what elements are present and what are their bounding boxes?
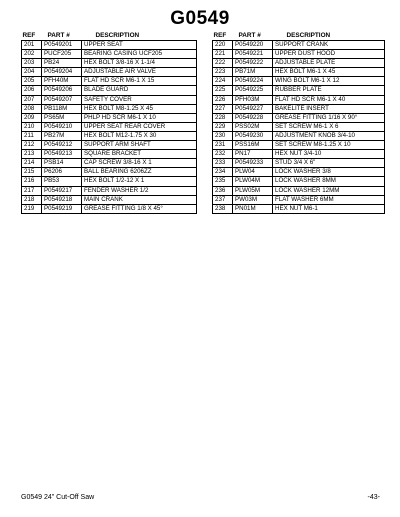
table-row	[213, 95, 385, 104]
ref-cell: 232	[213, 150, 233, 159]
part-number-cell: PB53	[42, 177, 82, 186]
part-number-cell: P0549222	[233, 59, 273, 68]
description-cell: HEX NUT M6-1	[273, 204, 385, 213]
description-cell: FENDER WASHER 1/2	[82, 186, 197, 195]
table-row	[213, 195, 385, 204]
ref-cell: 201	[22, 41, 42, 50]
table-row	[213, 50, 385, 59]
ref-cell: 225	[213, 86, 233, 95]
ref-cell: 233	[213, 159, 233, 168]
description-cell: LOCK WASHER 8MM	[273, 177, 385, 186]
table-row	[22, 159, 197, 168]
part-number-cell: P0549217	[42, 186, 82, 195]
part-column-header: PART #	[238, 32, 261, 39]
part-number-cell: PW03M	[233, 195, 273, 204]
table-row	[22, 50, 197, 59]
part-number-cell: P0549213	[42, 150, 82, 159]
part-number-cell: P0549221	[233, 50, 273, 59]
ref-cell: 213	[22, 150, 42, 159]
description-cell: LOCK WASHER 12MM	[273, 186, 385, 195]
part-number-cell: PLW04M	[233, 177, 273, 186]
ref-cell: 210	[22, 122, 42, 131]
footer-page-number: -43-	[367, 494, 380, 501]
description-cell: SAFETY COVER	[82, 95, 197, 104]
table-header-row	[22, 31, 197, 41]
ref-cell: 229	[213, 122, 233, 131]
table-row	[22, 186, 197, 195]
ref-cell: 231	[213, 141, 233, 150]
ref-cell: 230	[213, 131, 233, 140]
table-row	[22, 86, 197, 95]
footer-manual-title: G0549 24" Cut-Off Saw	[21, 494, 95, 501]
description-cell: BEARING CASING UCF205	[82, 50, 197, 59]
table-row	[213, 86, 385, 95]
part-number-cell: PUCF205	[42, 50, 82, 59]
table-row	[213, 68, 385, 77]
description-cell: SUPPORT ARM SHAFT	[82, 141, 197, 150]
table-row	[22, 131, 197, 140]
part-number-cell: P0549227	[233, 104, 273, 113]
part-number-cell: P0549210	[42, 122, 82, 131]
ref-cell: 211	[22, 131, 42, 140]
table-row	[22, 77, 197, 86]
table-row	[22, 150, 197, 159]
table-header-row	[213, 31, 385, 41]
table-row	[213, 159, 385, 168]
description-cell: ADJUSTMENT KNOB 3/4-10	[273, 131, 385, 140]
description-cell: HEX BOLT M12-1.75 X 30	[82, 131, 197, 140]
part-number-cell: PLW04	[233, 168, 273, 177]
table-row	[22, 104, 197, 113]
table-row	[213, 177, 385, 186]
description-cell: FLAT HD SCR M6-1 X 40	[273, 95, 385, 104]
description-cell: RUBBER PLATE	[273, 86, 385, 95]
description-cell: HEX BOLT M8-1.25 X 45	[82, 104, 197, 113]
description-cell: SET SCREW M6-1 X 6	[273, 122, 385, 131]
table-row	[213, 168, 385, 177]
part-number-cell: P0549230	[233, 131, 273, 140]
ref-cell: 234	[213, 168, 233, 177]
part-number-cell: P0549219	[42, 204, 82, 213]
ref-cell: 204	[22, 68, 42, 77]
ref-cell: 227	[213, 104, 233, 113]
ref-column-header: REF	[22, 32, 36, 39]
ref-cell: 228	[213, 113, 233, 122]
ref-cell: 212	[22, 141, 42, 150]
table-row	[213, 141, 385, 150]
part-number-cell: PB118M	[42, 104, 82, 113]
parts-table-right	[212, 31, 385, 214]
part-number-cell: P0549220	[233, 41, 273, 50]
description-cell: FLAT HD SCR M6-1 X 15	[82, 77, 197, 86]
part-number-cell: PB24	[42, 59, 82, 68]
table-row	[22, 41, 197, 50]
part-number-cell: PLW05M	[233, 186, 273, 195]
part-number-cell: P0549224	[233, 77, 273, 86]
table-row	[22, 95, 197, 104]
ref-cell: 222	[213, 59, 233, 68]
part-number-cell: P0549201	[42, 41, 82, 50]
part-number-cell: PFH03M	[233, 95, 273, 104]
table-row	[22, 113, 197, 122]
description-cell: UPPER SEAT REAR COVER	[82, 122, 197, 131]
description-cell: BALL BEARING 6206ZZ	[82, 168, 197, 177]
part-number-cell: P0549207	[42, 95, 82, 104]
part-number-cell: P0549206	[42, 86, 82, 95]
ref-cell: 202	[22, 50, 42, 59]
ref-cell: 209	[22, 113, 42, 122]
ref-cell: 207	[22, 95, 42, 104]
ref-cell: 221	[213, 50, 233, 59]
part-number-cell: P0549204	[42, 68, 82, 77]
description-cell: HEX BOLT 3/8-16 X 1-1/4	[82, 59, 197, 68]
part-number-cell: PSS02M	[233, 122, 273, 131]
table-row	[213, 186, 385, 195]
ref-cell: 224	[213, 77, 233, 86]
description-cell: HEX BOLT M6-1 X 45	[273, 68, 385, 77]
description-cell: STUD 3/4 X 6"	[273, 159, 385, 168]
description-cell: BAKELITE INSERT	[273, 104, 385, 113]
description-cell: UPPER SEAT	[82, 41, 197, 50]
table-row	[22, 204, 197, 213]
ref-cell: 216	[22, 177, 42, 186]
part-number-cell: PSS16M	[233, 141, 273, 150]
description-cell: WING BOLT M6-1 X 12	[273, 77, 385, 86]
description-cell: PHLP HD SCR M6-1 X 10	[82, 113, 197, 122]
description-cell: HEX NUT 3/4-10	[273, 150, 385, 159]
ref-cell: 236	[213, 186, 233, 195]
part-number-cell: P0549212	[42, 141, 82, 150]
table-row	[22, 168, 197, 177]
ref-column-header: REF	[213, 32, 227, 39]
table-row	[213, 59, 385, 68]
part-number-cell: P0549218	[42, 195, 82, 204]
table-row	[213, 122, 385, 131]
description-column-header: DESCRIPTION	[95, 32, 140, 39]
table-row	[213, 150, 385, 159]
table-row	[22, 122, 197, 131]
part-number-cell: P0549225	[233, 86, 273, 95]
table-row	[22, 195, 197, 204]
description-cell: ADJUSTABLE PLATE	[273, 59, 385, 68]
description-cell: MAIN CRANK	[82, 195, 197, 204]
ref-cell: 238	[213, 204, 233, 213]
table-row	[22, 68, 197, 77]
table-row	[213, 131, 385, 140]
ref-cell: 214	[22, 159, 42, 168]
table-row	[22, 59, 197, 68]
description-cell: UPPER DUST HOOD	[273, 50, 385, 59]
description-column-header: DESCRIPTION	[286, 32, 331, 39]
ref-cell: 215	[22, 168, 42, 177]
part-number-cell: PB27M	[42, 131, 82, 140]
ref-cell: 203	[22, 59, 42, 68]
ref-cell: 235	[213, 177, 233, 186]
table-row	[22, 141, 197, 150]
table-row	[213, 113, 385, 122]
ref-cell: 218	[22, 195, 42, 204]
part-number-cell: PN01M	[233, 204, 273, 213]
part-number-cell: PFH40M	[42, 77, 82, 86]
ref-cell: 206	[22, 86, 42, 95]
part-number-cell: P6206	[42, 168, 82, 177]
ref-cell: 223	[213, 68, 233, 77]
description-cell: BLADE GUARD	[82, 86, 197, 95]
table-row	[213, 41, 385, 50]
ref-cell: 208	[22, 104, 42, 113]
description-cell: FLAT WASHER 6MM	[273, 195, 385, 204]
description-cell: SUPPORT CRANK	[273, 41, 385, 50]
part-number-cell: PS65M	[42, 113, 82, 122]
table-row	[213, 104, 385, 113]
parts-table-left	[21, 31, 197, 214]
part-number-cell: PSB14	[42, 159, 82, 168]
table-row	[213, 204, 385, 213]
table-row	[22, 177, 197, 186]
ref-cell: 219	[22, 204, 42, 213]
ref-cell: 237	[213, 195, 233, 204]
description-cell: ADJUSTABLE AIR VALVE	[82, 68, 197, 77]
description-cell: GREASE FITTING 1/16 X 90°	[273, 113, 385, 122]
description-cell: HEX BOLT 1/2-12 X 1	[82, 177, 197, 186]
description-cell: GREASE FITTING 1/8 X 45°	[82, 204, 197, 213]
description-cell: SET SCREW M8-1.25 X 10	[273, 141, 385, 150]
ref-cell: 217	[22, 186, 42, 195]
page-title: G0549	[170, 8, 230, 29]
part-column-header: PART #	[47, 32, 70, 39]
description-cell: LOCK WASHER 3/8	[273, 168, 385, 177]
description-cell: SQUARE BRACKET	[82, 150, 197, 159]
ref-cell: 220	[213, 41, 233, 50]
part-number-cell: P0549228	[233, 113, 273, 122]
part-number-cell: P0549233	[233, 159, 273, 168]
description-cell: CAP SCREW 3/8-16 X 1	[82, 159, 197, 168]
ref-cell: 205	[22, 77, 42, 86]
table-row	[213, 77, 385, 86]
part-number-cell: PB71M	[233, 68, 273, 77]
ref-cell: 226	[213, 95, 233, 104]
part-number-cell: PN17	[233, 150, 273, 159]
